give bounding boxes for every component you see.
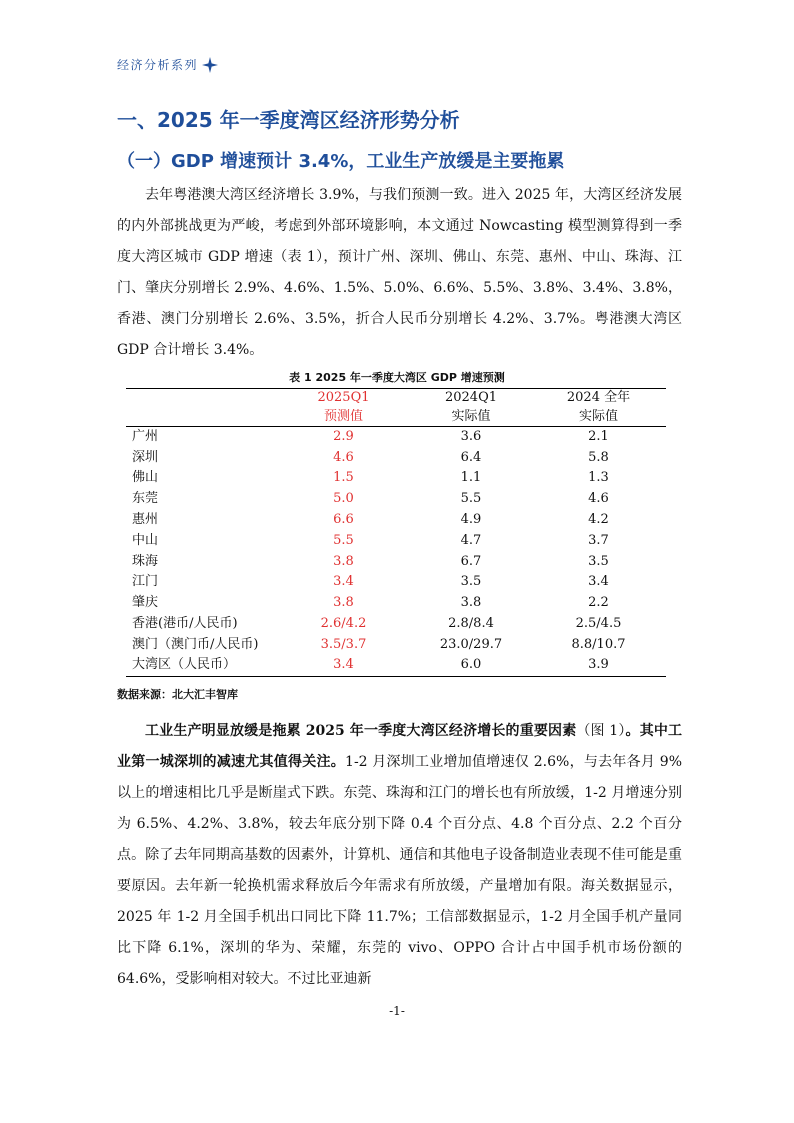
header-2024y-line2: 实际值 xyxy=(531,408,666,427)
q1-2024-cell: 5.5 xyxy=(460,491,482,507)
table-row xyxy=(126,468,666,489)
city-cell: 肇庆 xyxy=(132,595,159,611)
header-2024y-line1: 2024 全年 xyxy=(531,389,666,408)
city-cell: 佛山 xyxy=(132,470,159,486)
paragraph-2-bold-2: 。其中工业第一城深圳的减速尤其值得关注。 xyxy=(117,723,683,770)
forecast-cell: 3.4 xyxy=(276,655,411,676)
q1-2024-cell: 6.7 xyxy=(460,553,482,569)
forecast-cell: 6.6 xyxy=(333,512,354,528)
city-cell: 澳门（澳门币/人民币) xyxy=(132,636,259,652)
forecast-cell: 2.9 xyxy=(333,429,354,445)
section-title: 一、2025 年一季度湾区经济形势分析 xyxy=(117,108,460,132)
q1-2024-cell: 6.0 xyxy=(411,655,531,676)
table-header-row xyxy=(126,408,666,427)
page-number: -1- xyxy=(389,1004,405,1018)
paragraph-2-body: 1-2 月深圳工业增加值增速仅 2.6%，与去年各月 9%以上的增速相比几乎是断崖式下跌。东莞、珠海和江门的增长也有所放缓，1-2 月增速分别为 6.5%、4.2%、3.8%，较去年底分别下降 0.4 个百分点、4.8 个百分点、2.2 个百分点。除了去年同期高基数的因素外，计算机、通信和其他电子设备制造业表现不佳可能是重要原因。去年新一轮换机需求释放后今年需求有所放缓，产量增加有限。海关数据显示，2025 年 1-2 月全国手机出口同比下降 11.7%；工信部数据显示，1-2 月全国手机产量同比下降 6.1%，深圳的华为、荣耀，东莞的 vivo、OPPO 合计占中国手机市场份额的 64.6%，受影响相对较大。不过比亚迪新 xyxy=(117,754,683,987)
city-cell: 深圳 xyxy=(132,449,159,465)
series-label: 经济分析系列 xyxy=(117,58,199,72)
forecast-cell: 2.6/4.2 xyxy=(320,616,367,632)
city-cell: 香港(港币/人民币) xyxy=(132,616,238,632)
subsection-title: （一）GDP 增速预计 3.4%，工业生产放缓是主要拖累 xyxy=(117,151,565,172)
table-row xyxy=(126,551,666,572)
q1-2024-cell: 2.8/8.4 xyxy=(448,616,494,632)
city-cell: 惠州 xyxy=(132,512,159,528)
year-2024-cell: 3.9 xyxy=(531,655,666,676)
q1-2024-cell: 4.9 xyxy=(460,512,482,528)
table-header-row xyxy=(126,389,666,408)
header-forecast-line1: 2025Q1 xyxy=(276,389,411,408)
table-row xyxy=(126,489,666,510)
table-row xyxy=(126,510,666,531)
forecast-cell: 4.6 xyxy=(333,449,354,465)
header-city xyxy=(126,389,276,408)
q1-2024-cell: 4.7 xyxy=(460,532,482,548)
city-cell: 东莞 xyxy=(132,491,159,507)
year-2024-cell: 4.6 xyxy=(588,491,609,507)
year-2024-cell: 5.8 xyxy=(588,449,609,465)
forecast-cell: 3.4 xyxy=(333,574,354,590)
city-cell: 珠海 xyxy=(132,553,159,569)
q1-2024-cell: 3.8 xyxy=(460,595,482,611)
year-2024-cell: 4.2 xyxy=(588,512,609,528)
header-2024q1-line1: 2024Q1 xyxy=(411,389,531,408)
forecast-cell: 3.8 xyxy=(333,553,354,569)
paragraph-2-bold-1: 工业生产明显放缓是拖累 2025 年一季度大湾区经济增长的重要因素 xyxy=(145,723,577,739)
year-2024-cell: 8.8/10.7 xyxy=(571,636,626,652)
paragraph-1: 去年粤港澳大湾区经济增长 3.9%，与我们预测一致。进入 2025 年，大湾区经济发展的内外部挑战更为严峻，考虑到外部环境影响，本文通过 Nowcasting 模型测算得到一季度大湾区城市 GDP 增速（表 1），预计广州、深圳、佛山、东莞、惠州、中山、珠海、江门、肇庆分别增长 2.9%、4.6%、1.5%、5.0%、6.6%、5.5%、3.8%、3.4%、3.8%，香港、澳门分别增长 2.6%、3.5%，折合人民币分别增长 4.2%、3.7%。粤港澳大湾区 GDP 合计增长 3.4%。 xyxy=(117,187,682,358)
year-2024-cell: 2.1 xyxy=(588,429,609,445)
data-source: 数据来源：北大汇丰智库 xyxy=(117,688,238,701)
table-row xyxy=(126,572,666,593)
table-row xyxy=(126,614,666,635)
q1-2024-cell: 6.4 xyxy=(460,449,482,465)
table-row xyxy=(126,634,666,655)
forecast-cell: 1.5 xyxy=(333,470,354,486)
q1-2024-cell: 3.6 xyxy=(460,429,482,445)
table-row xyxy=(126,655,666,676)
gdp-forecast-table xyxy=(126,388,666,677)
header-city-line2 xyxy=(126,408,276,427)
forecast-cell: 5.5 xyxy=(333,532,354,548)
forecast-cell: 3.8 xyxy=(333,595,354,611)
year-2024-cell: 3.7 xyxy=(588,532,609,548)
year-2024-cell: 3.5 xyxy=(588,553,609,569)
header-forecast-line2: 预测值 xyxy=(276,408,411,427)
q1-2024-cell: 1.1 xyxy=(460,470,482,486)
table-row xyxy=(126,593,666,614)
paragraph-2 xyxy=(117,716,682,995)
series-header xyxy=(117,56,218,73)
city-cell: 大湾区（人民币） xyxy=(126,655,276,676)
year-2024-cell: 2.2 xyxy=(588,595,609,611)
header-2024q1-line2: 实际值 xyxy=(411,408,531,427)
forecast-cell: 3.5/3.7 xyxy=(320,636,367,652)
forecast-cell: 5.0 xyxy=(333,491,354,507)
table-caption: 表 1 2025 年一季度大湾区 GDP 增速预测 xyxy=(289,371,505,384)
year-2024-cell: 3.4 xyxy=(588,574,609,590)
q1-2024-cell: 23.0/29.7 xyxy=(439,636,503,652)
table-row xyxy=(126,427,666,448)
city-cell: 江门 xyxy=(132,574,159,590)
city-cell: 中山 xyxy=(132,532,159,548)
year-2024-cell: 2.5/4.5 xyxy=(575,616,622,632)
paragraph-2-figure-ref: （图 1） xyxy=(576,723,626,739)
year-2024-cell: 1.3 xyxy=(588,470,609,486)
q1-2024-cell: 3.5 xyxy=(460,574,482,590)
city-cell: 广州 xyxy=(132,429,159,445)
table-row xyxy=(126,530,666,551)
four-point-star-icon xyxy=(202,57,218,73)
table-row xyxy=(126,447,666,468)
